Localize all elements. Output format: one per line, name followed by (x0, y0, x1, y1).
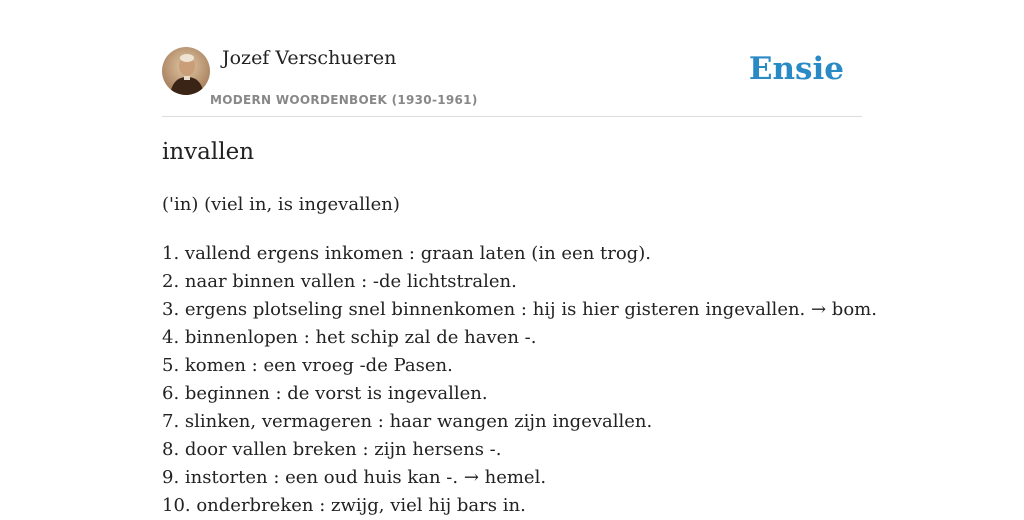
page-header (162, 46, 862, 117)
site-logo[interactable]: Ensie (748, 51, 844, 87)
author-avatar[interactable] (162, 47, 210, 95)
author-name[interactable]: Jozef Verschueren (222, 47, 397, 69)
definition-item: 3. ergens plotseling snel binnenkomen : hij is hier gisteren ingevallen. → bom. (162, 299, 877, 320)
definition-list (162, 240, 877, 520)
definition-item: 4. binnenlopen : het schip zal de haven -. (162, 327, 537, 348)
entry-title: invallen (162, 139, 255, 165)
definition-item: 1. vallend ergens inkomen : graan laten (in een trog). (162, 243, 651, 264)
source-title[interactable]: MODERN WOORDENBOEK (1930-1961) (210, 93, 478, 107)
definition-item: 6. beginnen : de vorst is ingevallen. (162, 383, 488, 404)
definition-item: 5. komen : een vroeg -de Pasen. (162, 355, 453, 376)
definition-item: 9. instorten : een oud huis kan -. → hemel. (162, 467, 547, 488)
definition-item: 8. door vallen breken : zijn hersens -. (162, 439, 502, 460)
entry-pronunciation: ('in) (viel in, is ingevallen) (162, 194, 400, 215)
definition-item: 7. slinken, vermageren : haar wangen zijn ingevallen. (162, 411, 653, 432)
definition-item: 10. onderbreken : zwijg, viel hij bars in. (162, 495, 526, 516)
definition-item: 2. naar binnen vallen : -de lichtstralen. (162, 271, 517, 292)
author-portrait-icon (162, 47, 210, 95)
